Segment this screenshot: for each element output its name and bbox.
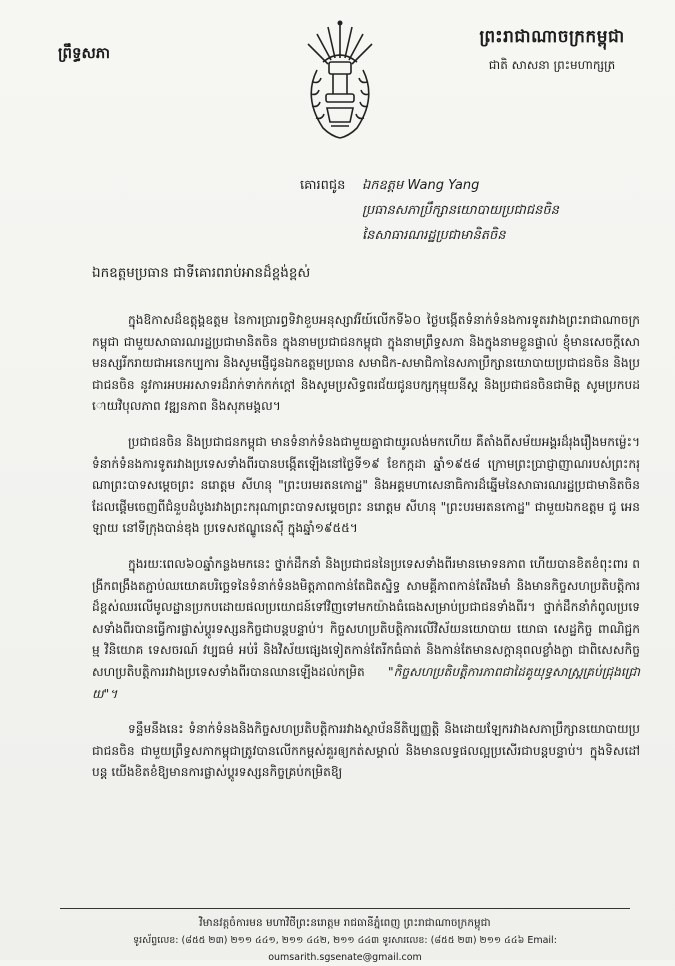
paragraph-1: ក្នុងឱកាសដ៏ឧត្តុង្គឧត្តម នៃការប្រារព្ធទិវាខួបអនុស្សាវរីយ៍លើកទី៦០ ថ្ងៃបង្កើតទំនាក់ទំនងការទូតរវាងព្រះរាជាណាចក្រកម្ពុជា ជាមួយសាធារណរដ្ឋប្រជាមានិតចិន ក្នុងនាមប្រជាជនកម្ពុជា ក្នុងនាមព្រឹទ្ធសភា និងក្នុងនាមខ្លួនផ្ទាល់ ខ្ញុំមានសេចក្តីសោមនស្សរីករាយជាអនេកប្បការ និងសូមផ្ញើជូនឯកឧត្តមប្រធាន សមាជិក-សមាជិកានៃសភាប្រឹក្សានយោបាយប្រជាជនចិន និងប្រជាជនចិន នូវការអបអរសាទរដ៏រាក់ទាក់កក់ក្តៅ និងសូមប្រសិទ្ធពរជ័យជូនបក្សកុម្មុយនីស្ត និងប្រជាជនចិនជាមិត្ត សូមប្រកបដោយវិបុលភាព វឌ្ឍនភាព និងសុភមង្គល។	[92, 313, 640, 414]
paragraph-3-text: ក្នុងរយៈពេល៦០ឆ្នាំកន្លងមកនេះ ថ្នាក់ដឹកនាំ និងប្រជាជននៃប្រទេសទាំងពីរមានមោទនភាព ហើយបានខិតខំពុះពារ ពង្រីកពង្រឹងតភ្ជាប់ឈយោគបរិច្ឆេទនៃទំនាក់ទំនងមិត្តភាពកាន់តែជិតស្និទ្ធ សាមគ្គីភាពកាន់តែរឹងមាំ និងមានកិច្ចសហប្រតិបត្តិការដ៏ខ្ពស់ឈរលើមូលដ្ឋានប្រកបដោយផលប្រយោជន៍ទៅវិញទៅមកយ៉ាងធំធេងសម្រាប់ប្រជាជនទាំងពីរ។ ថ្នាក់ដឹកនាំកំពូលប្រទេសទាំងពីរបានធ្វើការផ្លាស់ប្តូរទស្សនកិច្ចជាបន្តបន្ទាប់។ កិច្ចសហប្រតិបត្តិការលើវិស័យនយោបាយ យោធា សេដ្ឋកិច្ច ពាណិជ្ជកម្ម វិនិយោគ ទេសចរណ៍ វប្បធម៌ អប់រំ និងវិស័យផ្សេងទៀតកាន់តែរីកធំធាត់ និងកាន់តែមានសក្តានុពលខ្លាំងក្លា ជាពិសេសកិច្ចសហប្រតិបត្តិការរវាងប្រទេសទាំងពីរបានឈានឡើងដល់កម្រិត	[92, 556, 640, 679]
royal-seal-emblem	[295, 18, 385, 148]
recipient-position-line1: ប្រធានសភាប្រឹក្សានយោបាយប្រជាជនចិន	[362, 203, 559, 218]
recipient-label: គោរពជូន	[300, 178, 346, 193]
national-motto: ជាតិ សាសនា ព្រះមហាក្សត្រ	[488, 58, 616, 72]
salutation: ឯកឧត្តមប្រធាន ជាទីគោរពរាប់អានដ៏ខ្ពង់ខ្ពស់	[92, 265, 311, 281]
letter-body	[92, 310, 640, 798]
senate-label: ព្រឹទ្ធសភា	[58, 44, 111, 62]
paragraph-3-quote: "កិច្ចសហប្រតិបត្តិការភាពជាដៃគូយុទ្ធសាស្ត្រគ្រប់ជ្រុងជ្រោយ"។	[92, 664, 640, 701]
paragraph-2: ប្រជាជនចិន និងប្រជាជនកម្ពុជា មានទំនាក់ទំនងជាមួយគ្នាជាយូរលង់មកហើយ គឺតាំងពីសម័យអង្គរដ៏រុងរឿងមកម្ល៉េះ។ ទំនាក់ទំនងការទូតរវាងប្រទេសទាំងពីរបានបង្កើតឡើងនៅថ្ងៃទី១៩ ខែកក្កដា ឆ្នាំ១៩៥៨ ក្រោមព្រះប្រាជ្ញាញាណរបស់ព្រះករុណាព្រះបាទសម្តេចព្រះ នរោត្តម សីហនុ "ព្រះបរមរតនកោដ្ឋ" និងអគ្គមហាសេនាធិការដ៏ឆ្នើមនៃសាធារណរដ្ឋប្រជាមានិតចិន ដែលផ្តើមចេញពីជំនួបដំបូងរវាងព្រះករុណាព្រះបាទសម្តេចព្រះ នរោត្តម សីហនុ "ព្រះបរមរតនកោដ្ឋ" ជាមួយឯកឧត្តម ជូ អេនឡាយ នៅទីក្រុងបាន់ឌុង ប្រទេសឥណ្ឌូនេស៊ី ក្នុងឆ្នាំ១៩៥៥។	[92, 434, 640, 536]
kingdom-title: ព្រះរាជាណាចក្រកម្ពុជា	[479, 27, 625, 47]
paragraph-4: ទន្ទឹមនឹងនេះ ទំនាក់ទំនងនិងកិច្ចសហប្រតិបត្តិការរវាងស្ថាប័ននីតិប្បញ្ញត្តិ និងដោយឡែករវាងសភាប្រឹក្សានយោបាយប្រជាជនចិន ជាមួយព្រឹទ្ធសភាកម្ពុជាត្រូវបានលើកកម្ពស់គួរឲ្យកត់សម្គាល់ និងមានលទ្ធផលល្អប្រសើរជាបន្តបន្ទាប់។ ក្នុងទិសដៅបន្ត យើងខិតខំឱ្យមានការផ្លាស់ប្តូរទស្សនកិច្ចគ្រប់កម្រិតឱ្យ	[92, 722, 640, 780]
recipient-block	[300, 173, 640, 248]
kingdom-header	[462, 26, 642, 75]
recipient-position-line2: នៃសាធារណរដ្ឋប្រជាមានិតចិន	[362, 228, 506, 243]
letterhead-footer	[60, 908, 630, 966]
footer-address: វិមានវត្តចំការមន មហាវិថីព្រះនរោត្តម រាជធានីភ្នំពេញ ព្រះរាជាណាចក្រកម្ពុជា	[199, 917, 491, 929]
paragraph-3	[92, 554, 640, 705]
footer-contact: ទូរស័ព្ទលេខ: (៨៥៥ ២៣) ២១១ ៤៤១, ២១១ ៤៤២, ២១១ ៤៤៣ ទូរសារលេខ: (៨៥៥ ២៣) ២១១ ៤៤៦ Email: oumsarith.sgsenate@gmail.com	[133, 935, 557, 963]
recipient-name: ឯកឧត្តម Wang Yang	[362, 178, 480, 193]
